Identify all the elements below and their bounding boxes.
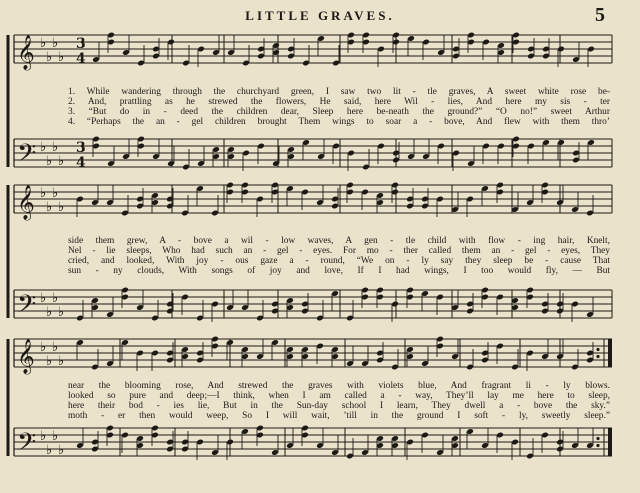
flat-icon: ♭ — [46, 443, 53, 458]
flat-icon: ♭ — [52, 429, 59, 444]
lyric-verse-4: moth - er then would weep, So I will wait, ’till in the ground I soft - ly, sweetly sleep.” — [68, 411, 610, 421]
song-title: LITTLE GRAVES. — [245, 8, 395, 23]
repeat-dot — [596, 444, 599, 447]
flat-icon: ♭ — [40, 340, 47, 355]
flat-icon: ♭ — [52, 140, 59, 155]
lyrics-block-2 — [68, 236, 610, 276]
lyric-verse-3: 3. “But do in - deed the children dear, Sleep here be-neath the ground?” “O no!” sweet Arthur — [68, 107, 610, 117]
lyrics-block-3 — [68, 381, 610, 421]
bass-clef-icon: 𝄢 — [17, 428, 37, 463]
flat-icon: ♭ — [52, 186, 59, 201]
flat-icon: ♭ — [52, 36, 59, 51]
time-signature-bottom: 4 — [76, 155, 86, 171]
flat-icon: ♭ — [58, 50, 65, 65]
flat-icon: ♭ — [58, 443, 65, 458]
flat-icon: ♭ — [46, 354, 53, 369]
flat-icon: ♭ — [40, 429, 47, 444]
lyric-verse-4: 4. “Perhaps the an - gel children brought Them wings to soar a - bove, And flew with them thro’ — [68, 117, 610, 127]
flat-icon: ♭ — [58, 154, 65, 169]
time-signature-top: 3 — [76, 36, 86, 52]
flat-icon: ♭ — [40, 140, 47, 155]
time-signature-top: 3 — [76, 140, 86, 156]
flat-icon: ♭ — [46, 154, 53, 169]
treble-clef-icon: 𝄞 — [17, 35, 35, 70]
lyric-verse-3: cried, and looked, With joy - ous gaze a - round, “We on - ly say they sleep be - cause That — [68, 256, 610, 266]
time-signature-bottom: 4 — [76, 51, 86, 67]
page-number: 5 — [595, 4, 605, 26]
flat-icon: ♭ — [40, 36, 47, 51]
flat-icon: ♭ — [40, 291, 47, 306]
lyrics-block-1 — [68, 87, 610, 127]
bass-clef-icon: 𝄢 — [17, 290, 37, 325]
treble-clef-icon: 𝄞 — [17, 185, 35, 220]
final-barline — [608, 339, 612, 367]
flat-icon: ♭ — [40, 186, 47, 201]
flat-icon: ♭ — [46, 200, 53, 215]
lyric-verse-4: sun - ny clouds, With songs of joy and love, If I had wings, I too would fly, — But — [68, 266, 610, 276]
flat-icon: ♭ — [52, 340, 59, 355]
lyric-verse-1: side them grew, A - bove a wil - low waves, A gen - tle child with flow - ing hair, Knelt, — [68, 236, 610, 246]
lyric-verse-1: near the blooming rose, And strewed the graves with violets blue, And fragrant li - ly blows. — [68, 381, 610, 391]
treble-clef-icon: 𝄞 — [17, 339, 35, 374]
lyric-verse-2: Nel - lie sleeps, Who had such an - gel - eyes. For mo - ther called them an - gel - eyes, They — [68, 246, 610, 256]
repeat-dot — [596, 355, 599, 358]
repeat-dot — [596, 348, 599, 351]
repeat-dot — [596, 437, 599, 440]
lyric-verse-3: here their bod - ies lie, But in the Sun-day school I learn, They dwell a - bove the sky.” — [68, 401, 610, 411]
flat-icon: ♭ — [58, 305, 65, 320]
bass-clef-icon: 𝄢 — [17, 139, 37, 174]
lyric-verse-2: 2. And, prattling as he strewed the flowers, He said, here Wil - lies, And here my sis - ter — [68, 97, 610, 107]
lyric-verse-2: looked so pure and deep;—I think, when I am called a - way, They’ll lay me here to sleep, — [68, 391, 610, 401]
flat-icon: ♭ — [52, 291, 59, 306]
flat-icon: ♭ — [58, 200, 65, 215]
flat-icon: ♭ — [46, 50, 53, 65]
flat-icon: ♭ — [58, 354, 65, 369]
flat-icon: ♭ — [46, 305, 53, 320]
lyric-verse-1: 1. While wandering through the churchyard green, I saw two lit - tle graves, A sweet white rose be- — [68, 87, 610, 97]
final-barline — [608, 428, 612, 456]
